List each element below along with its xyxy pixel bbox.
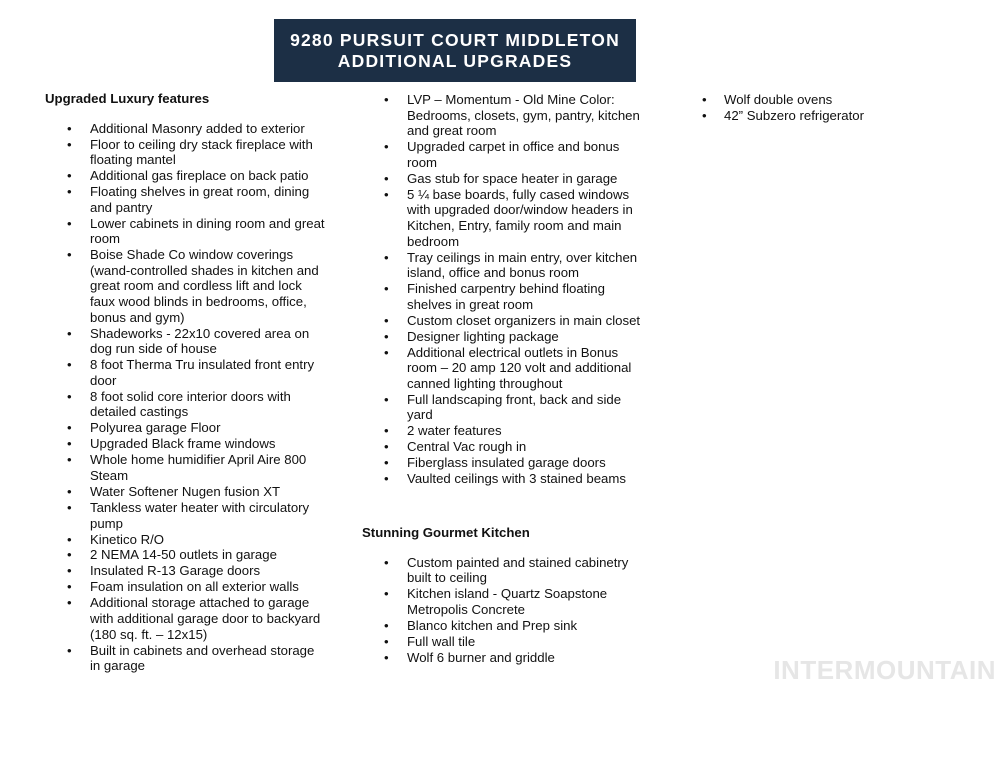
list-item: • Lower cabinets in dining room and great room xyxy=(45,216,325,247)
list-item: • Additional Masonry added to exterior xyxy=(45,121,325,137)
list-item: • Fiberglass insulated garage doors xyxy=(362,455,642,471)
list-item: • Custom closet organizers in main closet xyxy=(362,313,642,329)
list-item: • Vaulted ceilings with 3 stained beams xyxy=(362,471,642,487)
gourmet-kitchen-heading: Stunning Gourmet Kitchen xyxy=(362,524,530,540)
list-item: • Designer lighting package xyxy=(362,329,642,345)
list-item: • 42” Subzero refrigerator xyxy=(700,108,930,124)
list-item: • Whole home humidifier April Aire 800 Steam xyxy=(45,452,325,483)
column-left xyxy=(45,91,325,674)
title-line-1: 9280 PURSUIT COURT MIDDLETON xyxy=(290,29,620,50)
list-item: • Full landscaping front, back and side yard xyxy=(362,392,642,423)
list-item: • Kitchen island - Quartz Soapstone Metropolis Concrete xyxy=(362,586,642,617)
list-item: • Water Softener Nugen fusion XT xyxy=(45,484,325,500)
list-item: • Additional storage attached to garage with additional garage door to backyard (180 sq. ft. – 12x15) xyxy=(45,595,325,642)
list-item: • LVP – Momentum - Old Mine Color: Bedrooms, closets, gym, pantry, kitchen and great room xyxy=(362,92,642,139)
list-item: • Additional gas fireplace on back patio xyxy=(45,168,325,184)
upgrades-list xyxy=(362,92,642,487)
column-right xyxy=(700,92,930,124)
title-line-2: ADDITIONAL UPGRADES xyxy=(337,50,573,71)
list-item: • Floating shelves in great room, dining and pantry xyxy=(45,184,325,215)
list-item: • Upgraded Black frame windows xyxy=(45,436,325,452)
gourmet-kitchen-list xyxy=(362,555,642,666)
appliances-list xyxy=(700,92,930,124)
list-item: • Boise Shade Co window coverings (wand-controlled shades in kitchen and great room and cordless lift and lock faux wood blinds in bedrooms, office, bonus and gym) xyxy=(45,247,325,325)
list-item: • Additional electrical outlets in Bonus room – 20 amp 120 volt and additional canned lighting throughout xyxy=(362,345,642,392)
list-item: • Blanco kitchen and Prep sink xyxy=(362,618,642,634)
list-item: • Upgraded carpet in office and bonus room xyxy=(362,139,642,170)
list-item: • Foam insulation on all exterior walls xyxy=(45,579,325,595)
list-item: • Shadeworks - 22x10 covered area on dog run side of house xyxy=(45,326,325,357)
list-item: • 8 foot Therma Tru insulated front entry door xyxy=(45,357,325,388)
list-item: • Full wall tile xyxy=(362,634,642,650)
list-item: • Tray ceilings in main entry, over kitchen island, office and bonus room xyxy=(362,250,642,281)
list-item: • Custom painted and stained cabinetry built to ceiling xyxy=(362,555,642,586)
list-item: • 2 NEMA 14-50 outlets in garage xyxy=(45,547,325,563)
list-item: • Kinetico R/O xyxy=(45,532,325,548)
watermark-logo: INTERMOUNTAIN xyxy=(773,655,996,685)
list-item: • Wolf double ovens xyxy=(700,92,930,108)
list-item: • Gas stub for space heater in garage xyxy=(362,171,642,187)
luxury-features-heading: Upgraded Luxury features xyxy=(45,91,210,106)
list-item: • Built in cabinets and overhead storage in garage xyxy=(45,643,325,674)
list-item: • 5 ¼ base boards, fully cased windows with upgraded door/window headers in Kitchen, Entry, family room and main bedroom xyxy=(362,187,642,249)
list-item: • Wolf 6 burner and griddle xyxy=(362,650,642,666)
list-item: • Polyurea garage Floor xyxy=(45,420,325,436)
list-item: • Floor to ceiling dry stack fireplace with floating mantel xyxy=(45,137,325,168)
list-item: • 8 foot solid core interior doors with detailed castings xyxy=(45,389,325,420)
list-item: • Finished carpentry behind floating shelves in great room xyxy=(362,281,642,312)
column-middle xyxy=(362,92,642,666)
page-title xyxy=(274,19,636,82)
list-item: • Central Vac rough in xyxy=(362,439,642,455)
list-item: • Insulated R-13 Garage doors xyxy=(45,563,325,579)
list-item: • Tankless water heater with circulatory pump xyxy=(45,500,325,531)
list-item: • 2 water features xyxy=(362,423,642,439)
luxury-features-list xyxy=(45,121,325,674)
